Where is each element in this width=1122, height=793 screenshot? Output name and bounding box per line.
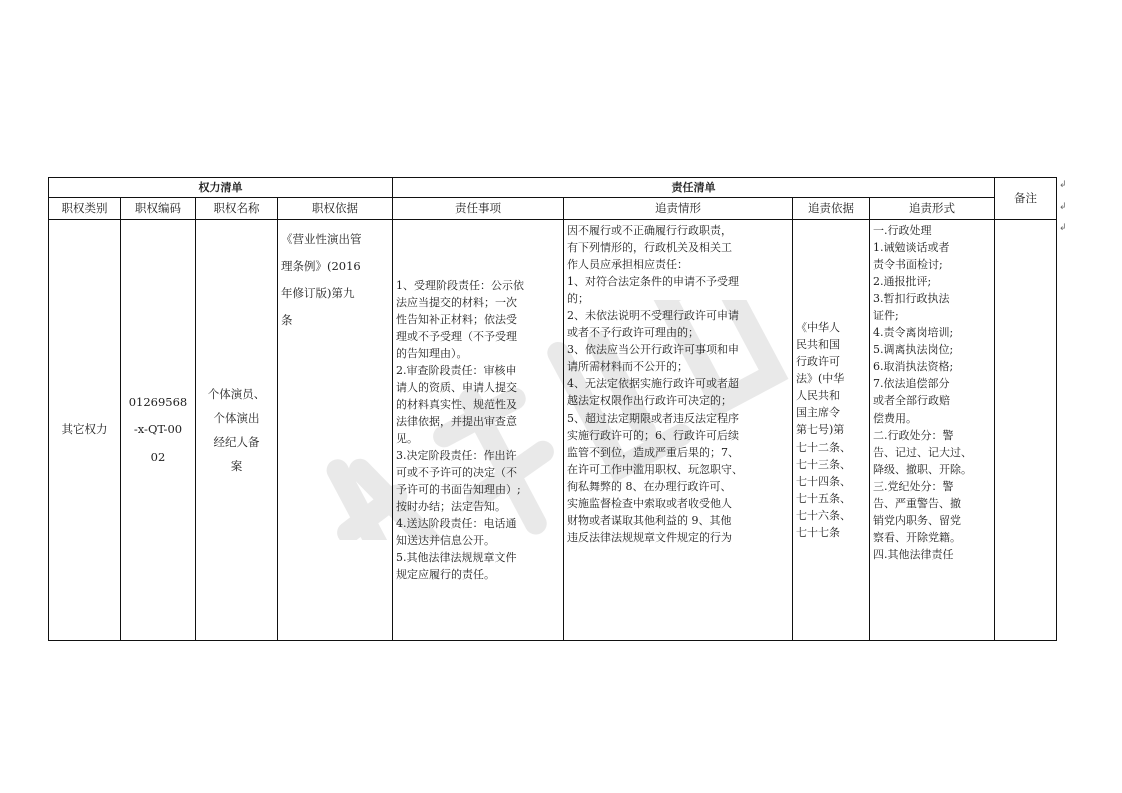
- cell-line: 的告知理由）。: [396, 346, 468, 360]
- cell-line: 七十四条、: [796, 474, 851, 488]
- remark-cell: [995, 220, 1057, 641]
- cell-line: 3.决定阶段责任：作出许: [396, 449, 517, 463]
- circumstance-cell: [564, 220, 793, 641]
- cell-line: 按时办结；法定告知。: [396, 500, 506, 514]
- duty-cell: [393, 220, 564, 641]
- cell-line: 《营业性演出管: [281, 232, 362, 246]
- cell-line: 的；: [567, 292, 589, 306]
- cell-line: 四.其他法律责任: [873, 547, 954, 561]
- cell-line: 七十六条、: [796, 508, 851, 522]
- table-row: [49, 220, 1057, 641]
- cell-line: 1、受理阶段责任：公示依: [396, 278, 524, 292]
- cell-line: 七十二条、: [796, 440, 851, 454]
- cell-line: 徇私舞弊的 8、在办理行政许可、: [567, 479, 732, 493]
- cell-line: 财物或者谋取其他利益的 9、其他: [567, 513, 732, 527]
- cell-line: 三.党纪处分：警: [873, 479, 954, 493]
- cell-line: 违反法律法规规章文件规定的行为: [567, 530, 732, 544]
- cell-line: 3.暂扣行政执法: [873, 292, 950, 306]
- cell-line: 法应当提交的材料；一次: [396, 295, 517, 309]
- cell-line: 实施行政许可的；6、行政许可后续: [567, 428, 739, 442]
- col-code-header: 职权编码: [121, 198, 196, 220]
- cell-line: 销党内职务、留党: [873, 513, 961, 527]
- power-list-header: 权力清单: [49, 178, 393, 198]
- cell-line: 6.取消执法资格;: [873, 360, 954, 374]
- paragraph-mark: ↲: [1059, 202, 1067, 212]
- cell-line: 个体演员、: [207, 386, 266, 401]
- paragraph-mark: ↲: [1059, 223, 1067, 233]
- cell-line: 个体演出: [213, 410, 260, 425]
- cell-line: 证件;: [873, 309, 899, 323]
- cell-line: 4.责令离岗培训;: [873, 326, 954, 340]
- cell-line: 01269568: [128, 394, 188, 409]
- cell-line: 七十七条: [796, 525, 840, 539]
- accountability-basis-cell: [793, 220, 870, 641]
- cell-line: 法》(中华: [796, 372, 845, 386]
- cell-line: 七十三条、: [796, 457, 851, 471]
- cell-line: 或者不予行政许可理由的；: [567, 326, 699, 340]
- cell-line: 5.其他法律法规规章文件: [396, 551, 517, 565]
- cell-line: 7.依法追偿部分: [873, 377, 950, 391]
- cell-line: 性告知补正材料；依法受: [396, 312, 517, 326]
- cell-line: 1.诫勉谈话或者: [873, 241, 950, 255]
- cell-line: 年修订版)第九: [281, 286, 355, 301]
- cell-line: 《中华人: [796, 321, 840, 335]
- cell-line: 知送达并信息公开。: [396, 534, 495, 548]
- code-cell: [121, 220, 196, 641]
- cell-line: 请人的资质、申请人提交: [396, 380, 517, 394]
- cell-line: 偿费用。: [873, 411, 917, 425]
- cell-line: 理或不予受理（不予受理: [396, 329, 517, 343]
- accountability-form-cell: [870, 220, 995, 641]
- cell-line: 2.审查阶段责任：审核申: [396, 363, 517, 377]
- basis-cell: [278, 220, 393, 641]
- cell-line: 告、严重警告、撤: [873, 496, 961, 510]
- remark-header: 备注: [995, 178, 1057, 220]
- cell-line: 国主席令: [796, 406, 840, 420]
- col-accountability-form-header: 追责形式: [870, 198, 995, 220]
- cell-line: 予许可的书面告知理由）;: [396, 483, 521, 497]
- cell-line: 人民共和: [796, 389, 840, 403]
- power-responsibility-table: [48, 177, 1057, 641]
- column-header-row: [49, 198, 1057, 220]
- cell-line: 1、对符合法定条件的申请不予受理: [567, 275, 739, 289]
- cell-line: 可或不予许可的决定（不: [396, 466, 517, 480]
- cell-line: 见。: [396, 432, 418, 445]
- cell-line: 一.行政处理: [873, 224, 932, 237]
- cell-line: 有下列情形的，行政机关及相关工: [567, 241, 732, 255]
- category-cell: 其它权力: [49, 220, 121, 641]
- cell-line: 在许可工作中滥用职权、玩忽职守、: [567, 462, 743, 476]
- cell-line: 因不履行或不正确履行行政职责，: [567, 224, 732, 237]
- paragraph-mark: ↲: [1059, 180, 1067, 190]
- cell-line: 02: [150, 449, 166, 464]
- cell-line: -x-QT-00: [133, 422, 183, 437]
- cell-line: 4.送达阶段责任：电话通: [396, 517, 517, 531]
- cell-line: 4、无法定依据实施行政许可或者超: [567, 377, 739, 391]
- cell-line: 降级、撤职、开除。: [873, 462, 972, 476]
- cell-line: 请所需材料而不公开的；: [567, 360, 688, 374]
- cell-line: 七十五条、: [796, 491, 851, 505]
- cell-line: 条: [281, 313, 293, 328]
- col-name-header: 职权名称: [196, 198, 278, 220]
- cell-line: 二.行政处分：警: [873, 428, 954, 442]
- cell-line: 监管不到位，造成严重后果的；7、: [567, 445, 739, 459]
- col-duty-header: 责任事项: [393, 198, 564, 220]
- cell-line: 3、依法应当公开行政许可事项和申: [567, 343, 739, 357]
- cell-line: 民共和国: [796, 338, 840, 352]
- cell-line: 规定应履行的责任。: [396, 568, 495, 582]
- responsibility-list-header: 责任清单: [393, 178, 995, 198]
- cell-line: 行政许可: [796, 355, 840, 369]
- cell-line: 越法定权限作出行政许可决定的；: [567, 394, 732, 408]
- cell-line: 理条例》(2016: [281, 259, 361, 274]
- col-basis-header: 职权依据: [278, 198, 393, 220]
- cell-line: 2.通报批评;: [873, 275, 932, 289]
- cell-line: 作人员应承担相应责任：: [567, 258, 688, 272]
- cell-line: 实施监督检查中索取或者收受他人: [567, 496, 732, 510]
- cell-line: 第七号)第: [796, 423, 845, 437]
- cell-line: 或者全部行政赔: [873, 394, 950, 408]
- name-cell: [196, 220, 278, 641]
- cell-line: 案: [230, 459, 243, 474]
- col-category-header: 职权类别: [49, 198, 121, 220]
- cell-line: 经纪人备: [213, 435, 260, 449]
- cell-line: 5.调离执法岗位;: [873, 343, 954, 357]
- cell-line: 的材料真实性、规范性及: [396, 397, 517, 411]
- col-circumstance-header: 追责情形: [564, 198, 793, 220]
- cell-line: 5、超过法定期限或者违反法定程序: [567, 411, 739, 425]
- cell-line: 法律依据，并提出审查意: [396, 414, 517, 428]
- cell-line: 责令书面检讨;: [873, 258, 943, 272]
- cell-line: 告、记过、记大过、: [873, 445, 972, 459]
- cell-line: 察看、开除党籍。: [873, 530, 961, 544]
- col-accountability-basis-header: 追责依据: [793, 198, 870, 220]
- cell-line: 2、未依法说明不受理行政许可申请: [567, 309, 739, 323]
- group-header-row: [49, 178, 1057, 198]
